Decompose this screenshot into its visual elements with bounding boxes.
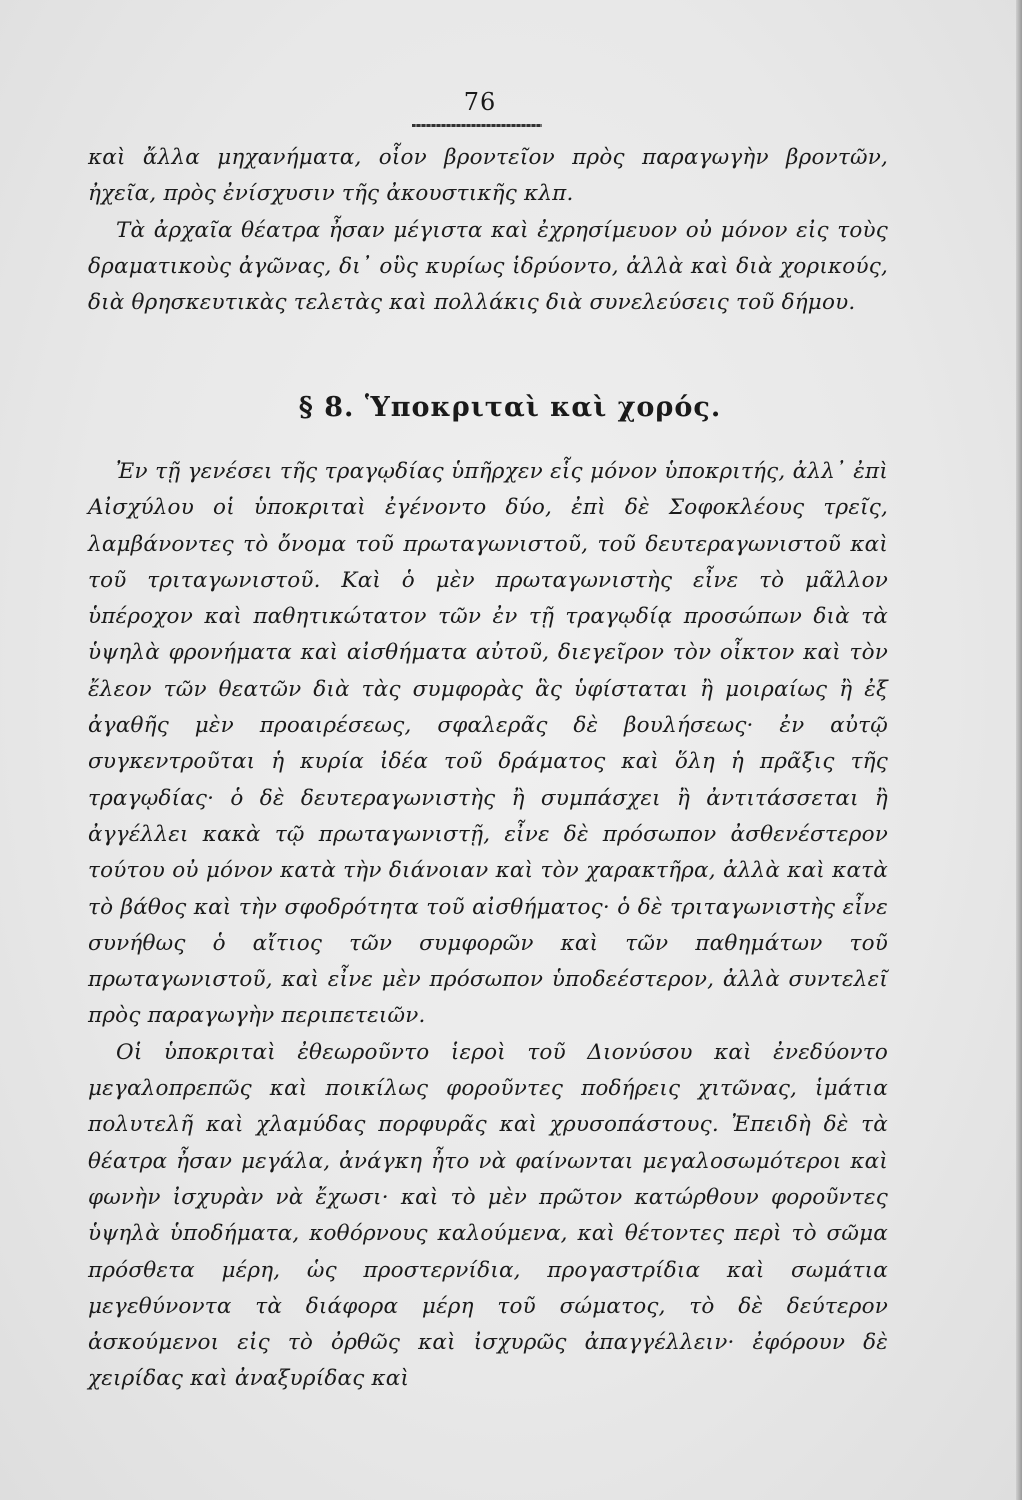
section-heading: § 8. Ὑποκριταὶ καὶ χορός. [298,392,722,423]
page-number: 76 [463,88,497,116]
text-block-top [88,140,888,321]
paragraph-actors: Ἐν τῇ γενέσει τῆς τραγῳδίας ὑπῆρχεν εἷς μόνον ὑποκριτής, ἀλλ᾽ ἐπὶ Αἰσχύλου οἱ ὑποκριταὶ ἐγένοντο δύο, ἐπὶ δὲ Σοφοκλέους τρεῖς, λαμβάνοντες τὸ ὄνομα τοῦ πρωταγωνιστοῦ, τοῦ δευτεραγωνιστοῦ καὶ τοῦ τριταγωνιστοῦ. Καὶ ὁ μὲν πρωταγωνιστὴς εἶνε τὸ μᾶλλον ὑπέροχον καὶ παθητικώτατον τῶν ἐν τῇ τραγῳδίᾳ προσώπων διὰ τὰ ὑψηλὰ φρονήματα καὶ αἰσθήματα αὐτοῦ, διεγεῖρον τὸν οἶκτον καὶ τὸν ἔλεον τῶν θεατῶν διὰ τὰς συμφορὰς ἃς ὑφίσταται ἢ μοιραίως ἢ ἐξ ἀγαθῆς μὲν προαιρέσεως, σφαλερᾶς δὲ βουλήσεως· ἐν αὐτῷ συγκεντροῦται ἡ κυρία ἰδέα τοῦ δράματος καὶ ὅλη ἡ πρᾶξις τῆς τραγῳδίας· ὁ δὲ δευτεραγωνιστὴς ἢ συμπάσχει ἢ ἀντιτάσσεται ἢ ἀγγέλλει κακὰ τῷ πρωταγωνιστῇ, εἶνε δὲ πρόσωπον ἀσθενέστερον τούτου οὐ μόνον κατὰ τὴν διάνοιαν καὶ τὸν χαρακτῆρα, ἀλλὰ καὶ κατὰ τὸ βάθος καὶ τὴν σφοδρότητα τοῦ αἰσθήματος· ὁ δὲ τριταγωνιστὴς εἶνε συνήθως ὁ αἴτιος τῶν συμφορῶν καὶ τῶν παθημάτων τοῦ πρωταγωνιστοῦ, καὶ εἶνε μὲν πρόσωπον ὑποδεέστερον, ἀλλὰ συντελεῖ πρὸς παραγωγὴν περιπετειῶν. [88,459,888,1029]
text-block-bottom [88,454,888,1398]
paragraph-theatres: Τὰ ἀρχαῖα θέατρα ἦσαν μέγιστα καὶ ἐχρησίμευον οὐ μόνον εἰς τοὺς δραματικοὺς ἀγῶνας, δι᾽ οὓς κυρίως ἱδρύοντο, ἀλλὰ καὶ διὰ χορικούς, διὰ θρησκευτικὰς τελετὰς καὶ πολλάκις διὰ συνελεύσεις τοῦ δήμου. [88,217,888,316]
page-edge-shadow [1016,0,1022,1500]
paragraph-continuation: καὶ ἄλλα μηχανήματα, οἷον βροντεῖον πρὸς παραγωγὴν βροντῶν, ἠχεῖα, πρὸς ἐνίσχυσιν τῆς ἀκουστικῆς κλπ. [88,145,888,207]
paragraph-costumes: Οἱ ὑποκριταὶ ἐθεωροῦντο ἱεροὶ τοῦ Διονύσου καὶ ἐνεδύοντο μεγαλοπρεπῶς καὶ ποικίλως φοροῦντες ποδήρεις χιτῶνας, ἱμάτια πολυτελῆ καὶ χλαμύδας πορφυρᾶς καὶ χρυσοπάστους. Ἐπειδὴ δὲ τὰ θέατρα ἦσαν μεγάλα, ἀνάγκη ἦτο νὰ φαίνωνται μεγαλοσωμότεροι καὶ φωνὴν ἰσχυρὰν νὰ ἔχωσι· καὶ τὸ μὲν πρῶτον κατώρθουν φοροῦντες ὑψηλὰ ὑποδήματα, κοθόρνους καλούμενα, καὶ θέτοντες περὶ τὸ σῶμα πρόσθετα μέρη, ὡς προστερνίδια, προγαστρίδια καὶ σωμάτια μεγεθύνοντα τὰ διάφορα μέρη τοῦ σώματος, τὸ δὲ δεύτερον ἀσκούμενοι εἰς τὸ ὀρθῶς καὶ ἰσχυρῶς ἀπαγγέλλειν· ἐφόρουν δὲ χειρίδας καὶ ἀναξυρίδας καὶ [88,1039,888,1392]
header-rule [412,124,542,127]
